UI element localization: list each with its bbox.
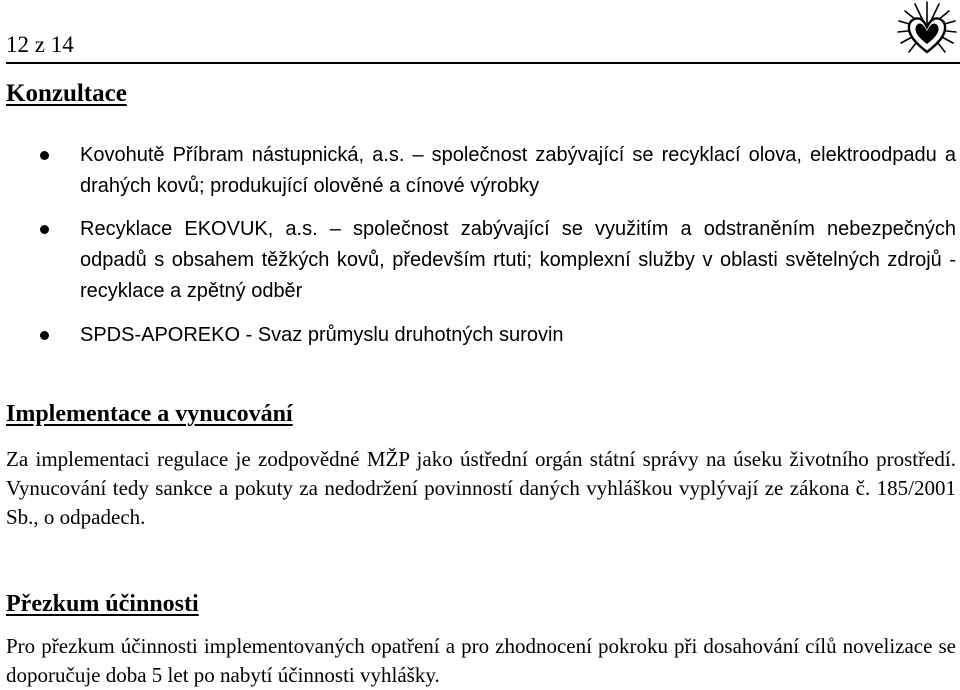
list-item [0,140,960,202]
bullet-icon [40,151,49,160]
bullet-icon [40,225,49,234]
list-item [0,320,960,351]
konzultace-list [0,140,960,363]
bullet-icon [40,331,49,340]
implementace-paragraph: Za implementaci regulace je zodpovědné MŽP jako ústřední orgán státní správy na úseku životního prostředí. Vynucování tedy sankce a pokuty za nedodržení povinností daných vyhláškou vyplývají ze zákona č. 185/2001 Sb., o odpadech. [6,447,956,529]
header-divider [6,62,960,64]
list-item [0,214,960,307]
list-item-text: Kovohutě Příbram nástupnická, a.s. – společnost zabývající se recyklací olova, elektroodpadu a drahých kovů; produkující olověné a cínové výrobky [80,144,956,197]
section-title-implementace: Implementace a vynucování [6,401,293,427]
prezkum-paragraph: Pro přezkum účinnosti implementovaných opatření a pro zhodnocení pokroku při dosahování cílů novelizace se doporučuje doba 5 let po nabytí účinnosti vyhlášky. [6,634,956,687]
list-item-text: SPDS-APOREKO - Svaz průmyslu druhotných surovin [80,324,564,346]
list-item-text: Recyklace EKOVUK, a.s. – společnost zabývající se využitím a odstraněním nebezpečných odpadů s obsahem těžkých kovů, především rtuti; komplexní služby v oblasti světelných zdrojů - recyklace a zpětný odběr [80,218,956,302]
section-title-konzultace: Konzultace [6,80,127,107]
page-number: 12 z 14 [6,32,74,57]
section-title-prezkum: Přezkum účinnosti [6,591,199,617]
heart-sun-emblem-icon [896,0,958,58]
